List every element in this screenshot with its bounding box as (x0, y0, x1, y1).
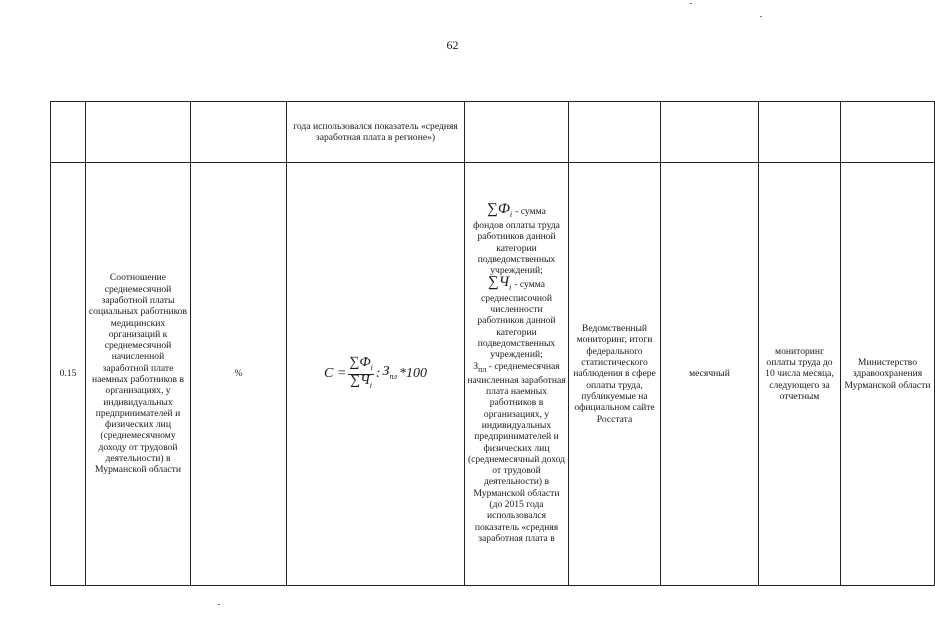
cell-empty (759, 102, 841, 163)
deadline: мониторинг оплаты труда до 10 числа месяца, следующего за отчетным (759, 163, 841, 586)
cell-empty (841, 102, 935, 163)
definition-funds-text: фондов оплаты труда работников данной категории подведомственных учреждений; (473, 220, 560, 277)
formula-lhs: C = (324, 366, 347, 382)
periodicity: месячный (661, 163, 759, 586)
page-number: 62 (446, 38, 459, 52)
formula-multiplier: *100 (398, 366, 427, 382)
formula-definitions (465, 163, 569, 586)
table-row-continuation (51, 102, 935, 163)
definition-headcount-text: среднесписочной численности работников данной категории подведомственных учреждений; (477, 292, 556, 361)
indicator-number: 0.15 (51, 163, 86, 586)
cell-empty (51, 102, 86, 163)
definition-sum-headcount: $\sum Ч_i$ - сумма (488, 273, 545, 292)
formula-denominator: ∑Ч (350, 372, 370, 388)
scan-speck (690, 3, 692, 4)
cell-empty (86, 102, 191, 163)
definition-salary: $З_{пл}$ - среднемесячная начисленная заработная плата наемных работников в организациях, у индивидуальных предпринимателей и физических лиц (среднемесячный доход от трудовой деятельности) в Мурманской области (до 2015 года использовался показатель «средняя заработная плата в (467, 360, 566, 544)
cell-empty (661, 102, 759, 163)
formula-variable: З (382, 363, 390, 379)
indicator-name: Соотношение среднемесячной заработной платы социальных работников медицинских организаций к среднемесячной начисленной заработной плате наемных работников в организациях, у индивидуальных предпринимателей и физических лиц (среднемесячному доходу от трудовой деятельности) в Мурманской области (86, 163, 191, 586)
indicator-table (50, 101, 935, 586)
scan-speck (760, 16, 762, 17)
calculation-formula: C = $\frac{\sum Ф_i}{\sum Ч_i}$ : $З_{пл}$ *100 (324, 355, 427, 390)
scan-speck (218, 604, 220, 605)
cell-continued-text: года использовался показатель «средняя заработная плата в регионе») (287, 102, 465, 163)
calculation-formula-cell (287, 163, 465, 586)
formula-colon: : (375, 366, 381, 382)
definition-sum-funds: $\sum Ф_i$ - сумма (487, 200, 546, 219)
formula-numerator: ∑Ф (349, 355, 371, 371)
cell-empty (569, 102, 661, 163)
table-row-indicator (51, 163, 935, 586)
data-source: Ведомственный мониторинг, итоги федерального статистического наблюдения в сфере оплаты труда, публикуемые на официальном сайте Росстата (569, 163, 661, 586)
responsible-body: Министерство здравоохранения Мурманской области (841, 163, 935, 586)
indicator-unit: % (191, 163, 287, 586)
cell-empty (191, 102, 287, 163)
cell-empty (465, 102, 569, 163)
formula-fraction: $\frac{\sum Ф_i}{\sum Ч_i}$ (349, 355, 373, 390)
